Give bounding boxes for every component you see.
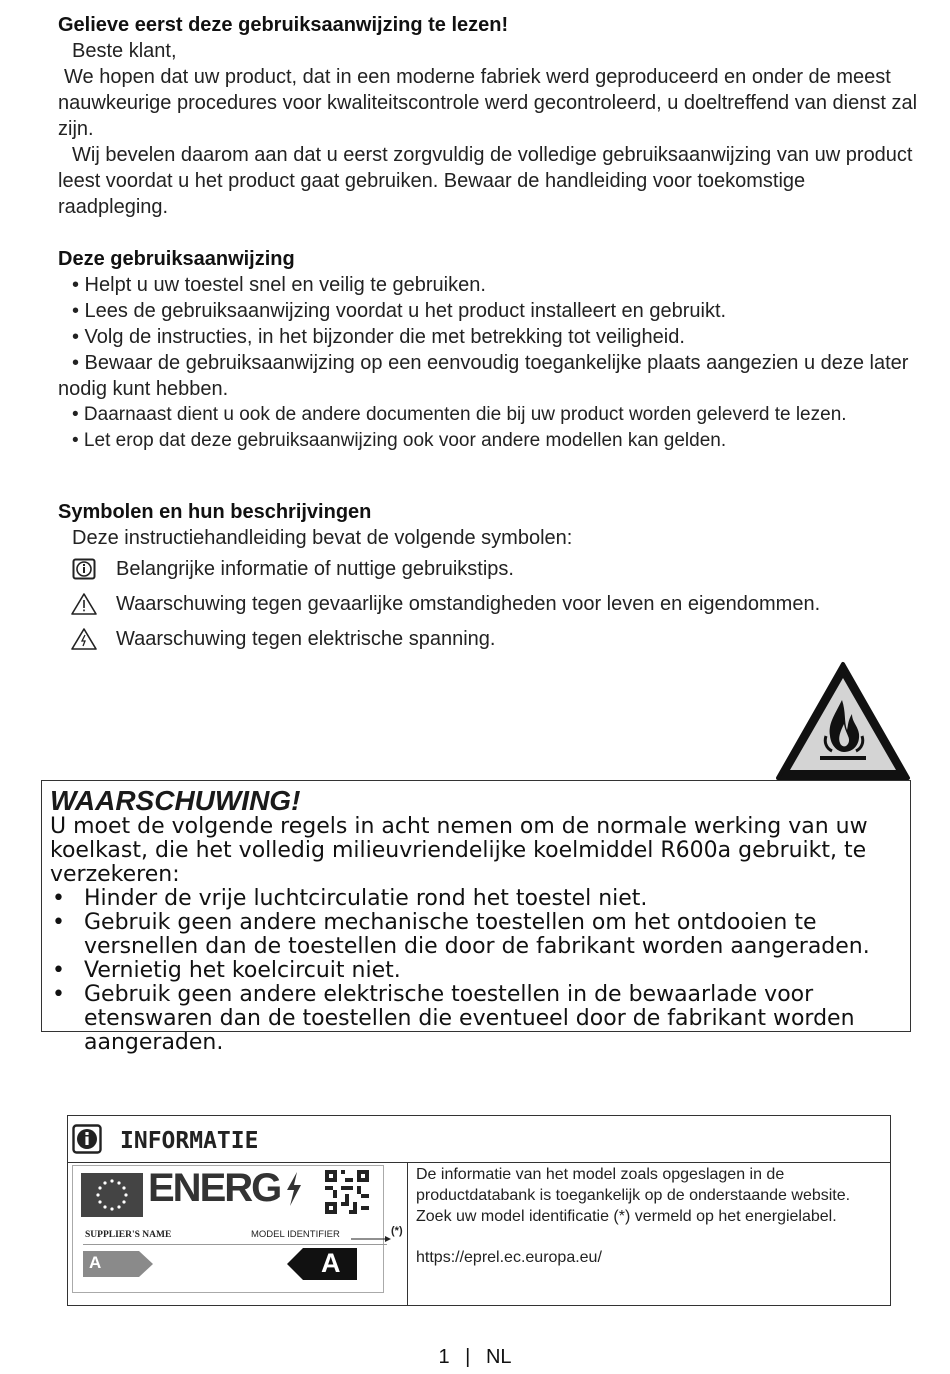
page-number: 1: [438, 1346, 450, 1368]
list-item: • Daarnaast dient u ook de andere documenten die bij uw product worden geleverd te lezen.: [72, 404, 847, 425]
energy-label: [72, 1165, 384, 1293]
intro-paragraph-1: We hopen dat uw product, dat in een moderne fabriek werd geproduceerd en onder de meest nauwkeurige procedures voor kwaliteitscontrole werd gecontroleerd, u doeltreffend van dienst zal zijn.: [58, 66, 918, 140]
electric-warning-icon: [70, 625, 98, 653]
information-title: INFORMATIE: [120, 1128, 259, 1154]
symbols-intro: Deze instructiehandleiding bevat de volgende symbolen:: [72, 527, 573, 549]
model-identifier-label: MODEL IDENTIFIER: [251, 1229, 340, 1240]
list-item: • Bewaar de gebruiksaanwijzing op een eenvoudig toegankelijke plaats aangezien u deze later nodig kunt hebben.: [58, 352, 909, 400]
flammable-warning-icon: [774, 660, 912, 782]
manual-heading: Deze gebruiksaanwijzing: [58, 248, 295, 270]
symbol-row-info: [70, 554, 514, 584]
symbol-warning-text: Waarschuwing tegen gevaarlijke omstandigheden voor leven en eigendommen.: [116, 592, 821, 615]
warning-intro: U moet de volgende regels in acht nemen om de normale werking van uw koelkast, die het volledig milieuvriendelijke koelmiddel R600a gebruikt, te verzekeren:: [50, 814, 868, 887]
footer-separator: |: [465, 1346, 471, 1368]
list-item: • Hinder de vrije luchtcirculatie rond het toestel niet.: [52, 886, 648, 911]
symbol-electric-text: Waarschuwing tegen elektrische spanning.: [116, 627, 496, 650]
list-item: • Vernietig het koelcircuit niet.: [52, 958, 401, 983]
divider: [83, 1244, 387, 1245]
symbols-section: [58, 499, 918, 551]
language-code: NL: [485, 1346, 512, 1368]
eu-flag-icon: [81, 1173, 143, 1217]
intro-section: [58, 12, 918, 220]
energy-class-arrow-right: A: [287, 1248, 357, 1280]
symbol-row-warning: [70, 589, 820, 619]
manual-section: [58, 246, 918, 454]
symbols-heading: Symbolen en hun beschrijvingen: [58, 501, 372, 523]
symbol-info-text: Belangrijke informatie of nuttige gebruikstips.: [116, 557, 514, 580]
energy-class-arrow-left: A: [83, 1251, 153, 1277]
information-text: De informatie van het model zoals opgeslagen in de productdatabank is toegankelijk op de onderstaande website. Zoek uw model identificatie (*) vermeld op het energielabel.: [416, 1166, 851, 1225]
energy-label-area: [68, 1163, 408, 1305]
arrow-right-icon: [351, 1230, 391, 1248]
warning-box: [41, 780, 911, 1055]
intro-heading: Gelieve eerst deze gebruiksaanwijzing te lezen!: [58, 14, 509, 36]
qr-code-icon: [325, 1170, 369, 1214]
greeting: Beste klant,: [72, 40, 177, 62]
symbol-row-electric: [70, 624, 495, 654]
list-item: • Volg de instructies, in het bijzonder die met betrekking tot veiligheid.: [72, 326, 685, 348]
warning-title: WAARSCHUWING!: [50, 785, 301, 816]
information-text-area: [416, 1164, 876, 1268]
list-item: • Lees de gebruiksaanwijzing voordat u het product installeert en gebruikt.: [72, 300, 727, 322]
intro-paragraph-2: Wij bevelen daarom aan dat u eerst zorgvuldig de volledige gebruiksaanwijzing van uw product leest voordat u het product gaat gebruiken. Bewaar de handleiding voor toekomstige raadpleging.: [58, 144, 913, 218]
eprel-link[interactable]: https://eprel.ec.europa.eu/: [416, 1249, 602, 1266]
list-item: • Gebruik geen andere elektrische toestellen in de bewaarlade voor etenswaren dan de toestellen die eventueel door de fabrikant worden aangeraden.: [52, 982, 855, 1055]
supplier-name-label: SUPPLIER'S NAME: [85, 1230, 172, 1240]
asterisk-marker: (*): [391, 1225, 403, 1237]
info-icon: [70, 555, 98, 583]
list-item: • Helpt u uw toestel snel en veilig te gebruiken.: [72, 274, 486, 296]
information-header: [68, 1116, 890, 1163]
energy-label-title: ENERG: [148, 1166, 281, 1210]
page-footer: [0, 1346, 950, 1369]
warning-content: [50, 815, 906, 1055]
info-icon: [72, 1124, 102, 1159]
warning-triangle-icon: [70, 590, 98, 618]
information-box: [67, 1115, 891, 1306]
lightning-icon: [285, 1172, 303, 1211]
list-item: • Let erop dat deze gebruiksaanwijzing ook voor andere modellen kan gelden.: [72, 430, 727, 451]
list-item: • Gebruik geen andere mechanische toestellen om het ontdooien te versnellen dan de toestellen die door de fabrikant worden aangeraden.: [52, 910, 870, 959]
